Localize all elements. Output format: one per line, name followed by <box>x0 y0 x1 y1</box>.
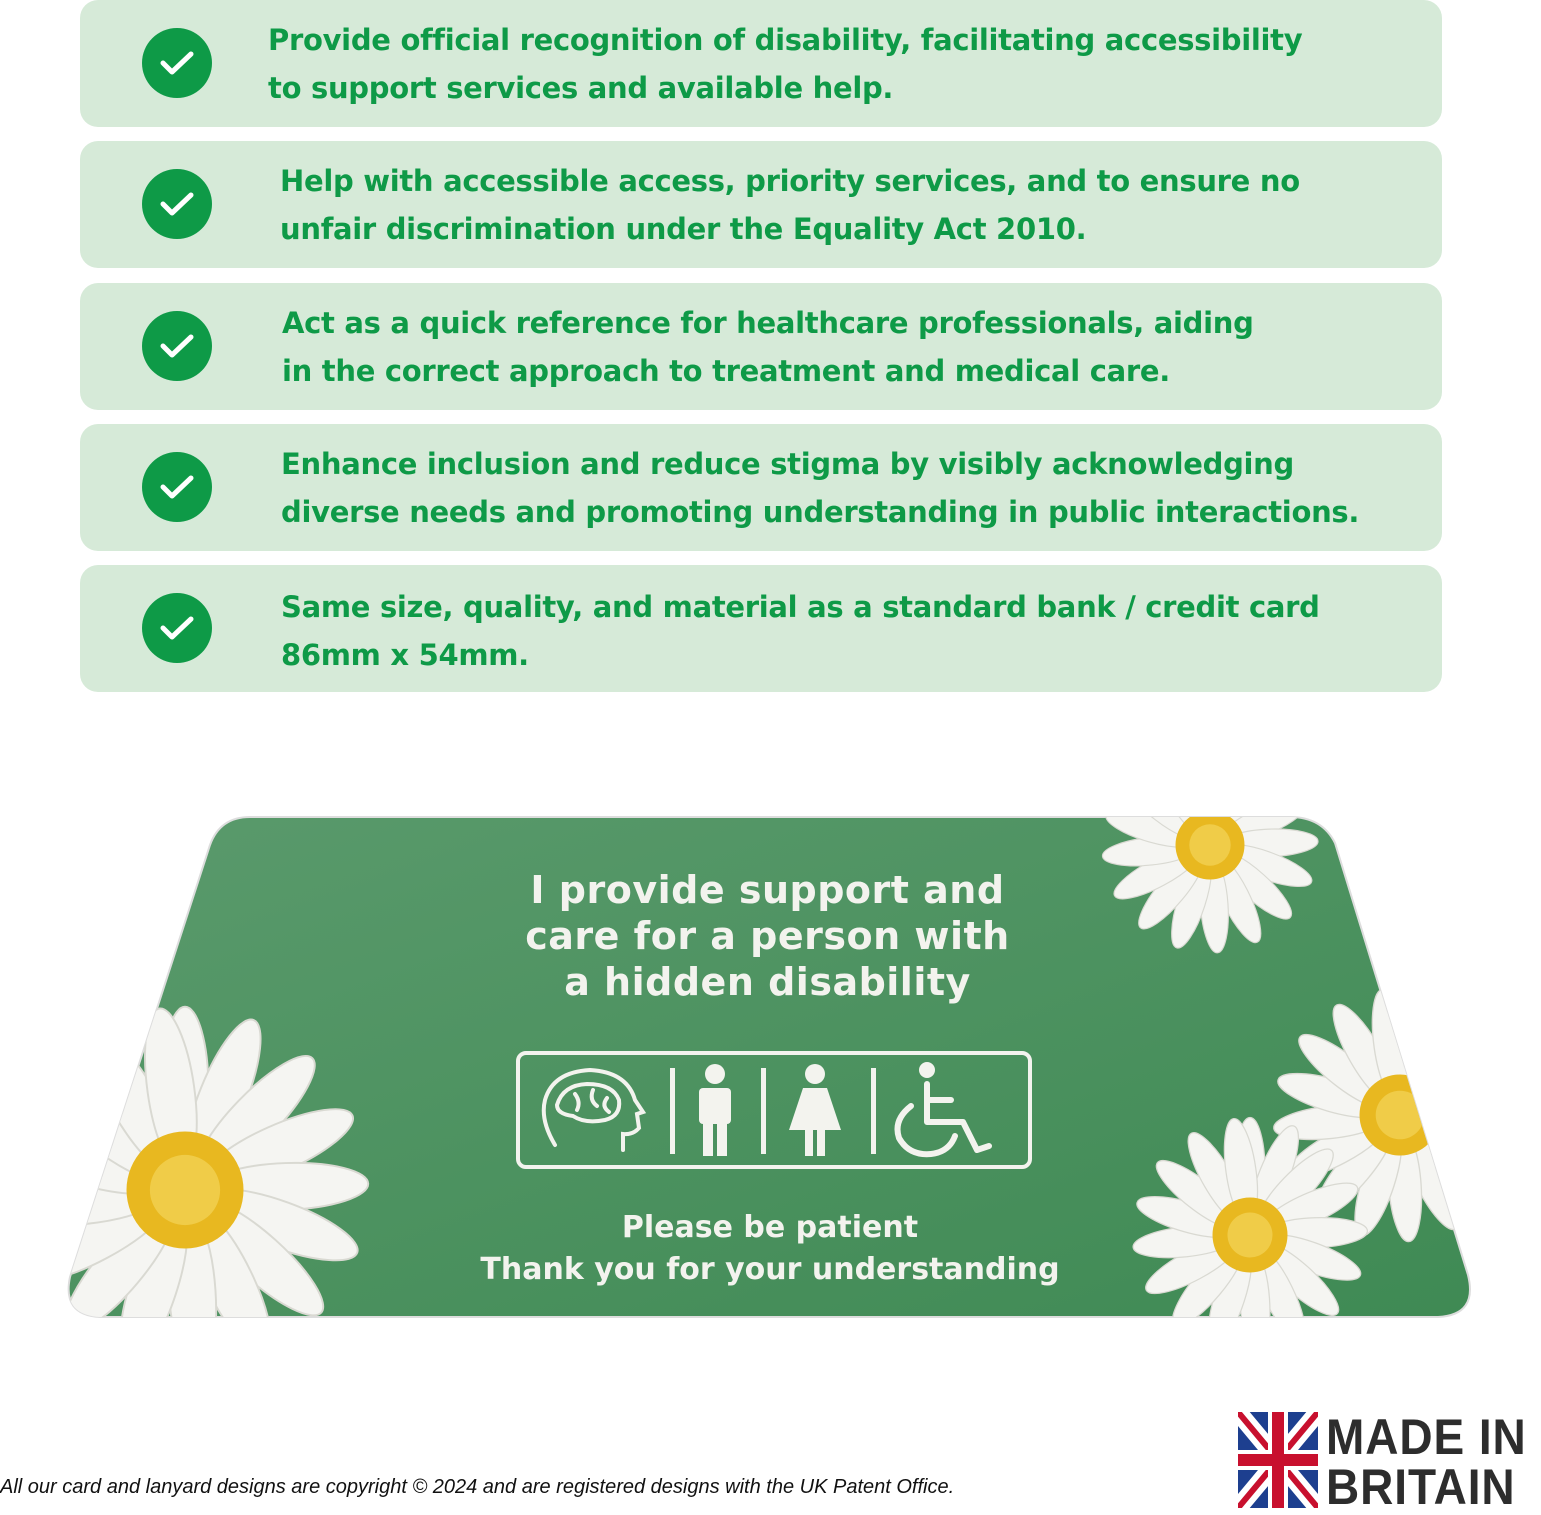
feature-row <box>80 0 1442 127</box>
feature-text <box>280 157 1402 253</box>
headline-line: care for a person with <box>525 914 1010 958</box>
wheelchair-icon <box>898 1062 990 1154</box>
union-jack-flag-icon <box>1238 1412 1318 1508</box>
check-icon <box>142 311 212 381</box>
badge-line-2: BRITAIN <box>1326 1459 1516 1515</box>
headline-line: a hidden disability <box>564 960 971 1004</box>
feature-line: Help with accessible access, priority services, and to ensure no <box>280 164 1300 198</box>
feature-line: in the correct approach to treatment and medical care. <box>282 354 1170 388</box>
feature-row <box>80 424 1442 551</box>
footer-line: Thank you for your understanding <box>480 1252 1060 1287</box>
feature-line: Act as a quick reference for healthcare professionals, aiding <box>282 306 1254 340</box>
badge-line-1: MADE IN <box>1326 1409 1527 1465</box>
divider-bar <box>871 1068 876 1154</box>
copyright-notice: All our card and lanyard designs are copyright © 2024 and are registered designs with the UK Patent Office. <box>0 1476 955 1498</box>
feature-text <box>282 299 1402 395</box>
feature-text <box>281 440 1422 536</box>
feature-line: diverse needs and promoting understanding in public interactions. <box>281 495 1360 529</box>
check-icon <box>142 593 212 663</box>
feature-line: Provide official recognition of disability, facilitating accessibility <box>268 23 1303 57</box>
card-headline <box>360 867 1175 1005</box>
footer-line: Please be patient <box>621 1210 919 1245</box>
check-icon <box>142 28 212 98</box>
carer-card <box>60 815 1475 1320</box>
feature-line: 86mm x 54mm. <box>281 638 529 672</box>
headline-line: I provide support and <box>530 868 1005 912</box>
feature-row <box>80 283 1442 410</box>
feature-row <box>80 141 1442 268</box>
feature-line: unfair discrimination under the Equality Act 2010. <box>280 212 1087 246</box>
divider-bar <box>761 1068 766 1154</box>
disability-symbols-box <box>515 1050 1033 1170</box>
feature-row <box>80 565 1442 692</box>
woman-icon <box>789 1064 841 1156</box>
check-icon <box>142 452 212 522</box>
feature-line: Enhance inclusion and reduce stigma by visibly acknowledging <box>281 447 1294 481</box>
feature-line: to support services and available help. <box>268 71 894 105</box>
made-in-britain-badge <box>1238 1409 1541 1515</box>
divider-bar <box>670 1068 675 1154</box>
feature-line: Same size, quality, and material as a standard bank / credit card <box>281 590 1320 624</box>
feature-text <box>268 16 1402 112</box>
man-icon <box>699 1064 731 1156</box>
feature-text <box>281 583 1402 679</box>
check-icon <box>142 169 212 239</box>
card-footer <box>380 1207 1160 1291</box>
brain-head-icon <box>544 1070 643 1150</box>
